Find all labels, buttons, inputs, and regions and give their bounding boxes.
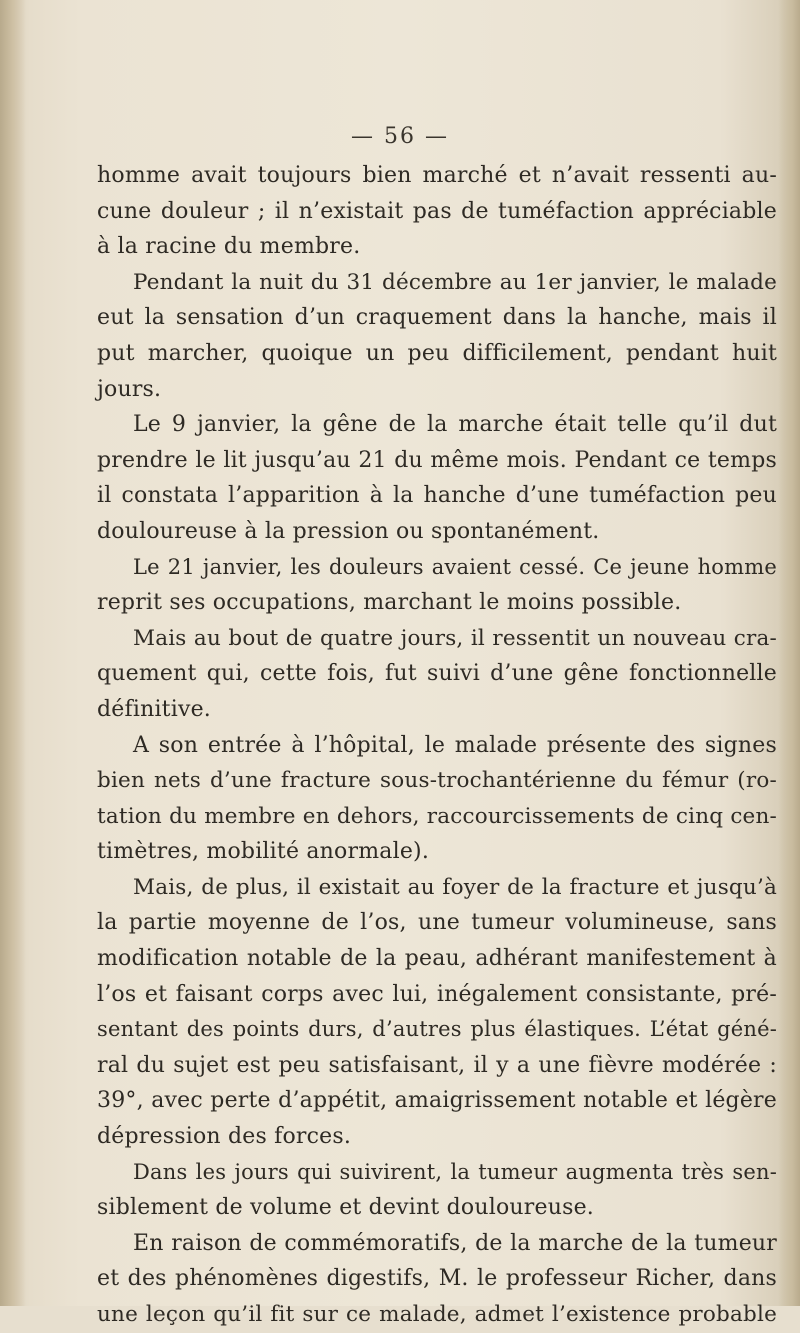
text-line: et des phénomènes digestifs, M. le professeur Richer, dans: [97, 1266, 777, 1292]
text-line: une leçon qu’il fit sur ce malade, admet l’existence probable: [97, 1302, 777, 1327]
text-line: sentant des points durs, d’autres plus élastiques. L’état géné-: [97, 1017, 777, 1042]
text-line: Mais, de plus, il existait au foyer de la fracture et jusqu’à: [133, 874, 777, 900]
text-line: jours.: [97, 376, 162, 402]
text-line: reprit ses occupations, marchant le moins possible.: [97, 590, 682, 616]
text-line: prendre le lit jusqu’au 21 du même mois. Pendant ce temps: [97, 447, 777, 473]
text-line: Dans les jours qui suivirent, la tumeur augmenta très sen-: [133, 1159, 777, 1184]
text-line: quement qui, cette fois, fut suivi d’une gêne fonctionnelle: [97, 661, 777, 687]
text-line: dépression des forces.: [97, 1124, 352, 1150]
binding-shadow: [0, 0, 26, 1306]
text-line: la partie moyenne de l’os, une tumeur volumineuse, sans: [97, 910, 777, 936]
text-line: put marcher, quoique un peu difficilement, pendant huit: [97, 340, 777, 366]
text-line: timètres, mobilité anormale).: [97, 839, 430, 865]
text-line: En raison de commémoratifs, de la marche de la tumeur: [133, 1230, 777, 1256]
text-line: l’os et faisant corps avec lui, inégalement consistante, pré-: [97, 981, 777, 1007]
text-line: Le 9 janvier, la gêne de la marche était telle qu’il dut: [133, 412, 777, 438]
text-line: homme avait toujours bien marché et n’avait ressenti au-: [97, 163, 777, 188]
text-line: 39°, avec perte d’appétit, amaigrissement notable et légère: [97, 1088, 777, 1114]
page-edge: [778, 0, 800, 1306]
text-line: Pendant la nuit du 31 décembre au 1er janvier, le malade: [133, 269, 777, 295]
text-line: à la racine du membre.: [97, 234, 361, 260]
text-line: tation du membre en dehors, raccourcissements de cinq cen-: [97, 803, 777, 829]
page-number: — 56 —: [351, 124, 449, 149]
text-line: bien nets d’une fracture sous-trochantérienne du fémur (ro-: [97, 768, 777, 794]
text-line: siblement de volume et devint douloureuse.: [97, 1195, 594, 1221]
text-line: cune douleur ; il n’existait pas de tuméfaction appréciable: [97, 198, 777, 224]
body-text: [97, 158, 777, 1333]
text-line: Mais au bout de quatre jours, il ressentit un nouveau cra-: [133, 625, 777, 651]
text-line: ral du sujet est peu satisfaisant, il y a une fièvre modérée :: [97, 1052, 777, 1078]
text-line: il constata l’apparition à la hanche d’une tuméfaction peu: [97, 483, 777, 509]
text-line: définitive.: [97, 696, 212, 722]
text-line: eut la sensation d’un craquement dans la hanche, mais il: [97, 305, 777, 331]
text-line: douloureuse à la pression ou spontanément.: [97, 518, 600, 544]
text-line: modification notable de la peau, adhérant manifestement à: [97, 946, 777, 972]
text-line: A son entrée à l’hôpital, le malade présente des signes: [133, 732, 777, 758]
text-line: Le 21 janvier, les douleurs avaient cessé. Ce jeune homme: [133, 554, 777, 579]
